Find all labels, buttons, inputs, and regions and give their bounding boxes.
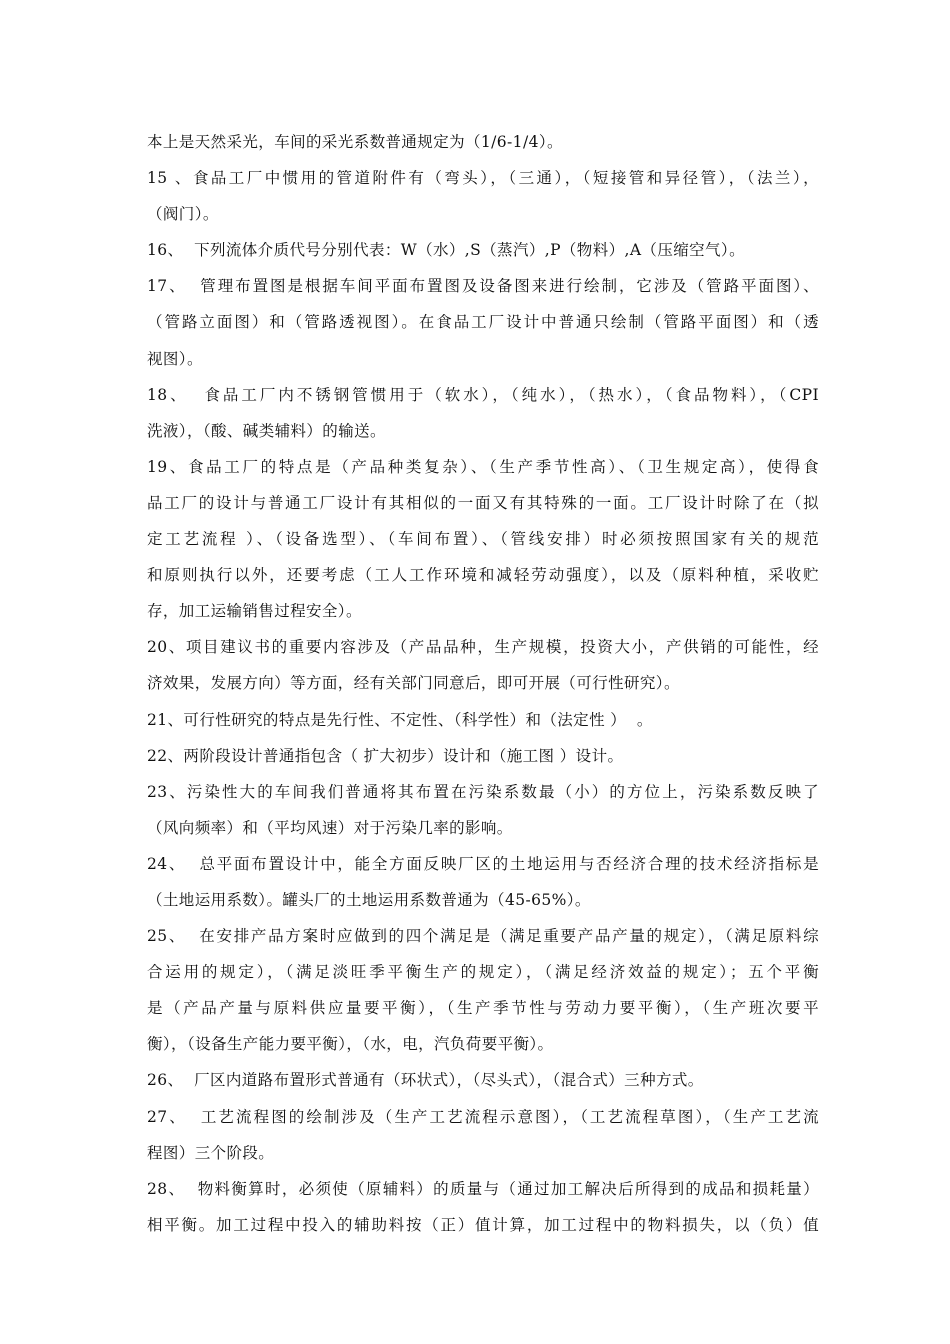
text-line: 相平衡。加工过程中投入的辅助料按（正）值计算，加工过程中的物料损失，以（负）值 [147, 1215, 819, 1234]
text-line: （土地运用系数）。罐头厂的土地运用系数普通为（45-65%）。 [147, 890, 591, 909]
text-line: 视图）。 [147, 349, 203, 368]
text-line: 24、 总平面布置设计中，能全方面反映厂区的土地运用与否经济合理的技术经济指标是 [147, 854, 819, 873]
text-line: 25、 在安排产品方案时应做到的四个满足是（满足重要产品产量的规定），（满足原料综 [147, 927, 819, 946]
text-line: 衡），（设备生产能力要平衡），（水，电，汽负荷要平衡）。 [147, 1035, 554, 1054]
text-line: 28、 物料衡算时，必须使（原辅料）的质量与（通过加工解决后所得到的成品和损耗量） [147, 1179, 819, 1198]
document-body [147, 124, 819, 1243]
text-line: 定工艺流程 ）、（设备选型）、（车间布置）、（管线安排）时必须按照国家有关的规范 [147, 530, 819, 549]
text-line: 存，加工运输销售过程安全）。 [147, 602, 362, 621]
text-line: 18、 食品工厂内不锈钢管惯用于（软水），（纯水），（热水），（食品物料），（CPI [147, 385, 819, 404]
text-line: 23、污染性大的车间我们普通将其布置在污染系数最（小）的方位上，污染系数反映了 [147, 782, 819, 801]
text-line: 和原则执行以外，还要考虑（工人工作环境和减轻劳动强度），以及（原料种植，采收贮 [147, 566, 819, 585]
text-line: 17、 管理布置图是根据车间平面布置图及设备图来进行绘制，它涉及（管路平面图）、 [147, 277, 819, 296]
text-line: （管路立面图）和（管路透视图）。在食品工厂设计中普通只绘制（管路平面图）和（透 [147, 313, 819, 332]
text-line: 程图）三个阶段。 [147, 1143, 275, 1162]
text-line: 20、项目建议书的重要内容涉及（产品品种，生产规模，投资大小，产供销的可能性，经 [147, 638, 819, 657]
text-line: 本上是天然采光，车间的采光系数普通规定为（1/6-1/4）。 [147, 133, 563, 151]
text-line: 是（产品产量与原料供应量要平衡），（生产季节性与劳动力要平衡），（生产班次要平 [147, 999, 819, 1018]
text-line: （阀门）。 [147, 205, 219, 224]
text-line: 品工厂的设计与普通工厂设计有其相似的一面又有其特殊的一面。工厂设计时除了在（拟 [147, 493, 819, 512]
text-line: 27、 工艺流程图的绘制涉及（生产工艺流程示意图），（工艺流程草图），（生产工艺流 [147, 1107, 819, 1126]
text-line: 洗液），（酸、碱类辅料）的输送。 [147, 421, 386, 440]
text-line: 合运用的规定），（满足淡旺季平衡生产的规定），（满足经济效益的规定）；五个平衡 [147, 963, 819, 982]
text-line: （风向频率）和（平均风速）对于污染几率的影响。 [147, 818, 513, 837]
text-line: 26、 厂区内道路布置形式普通有（环状式），（尽头式），（混合式）三种方式。 [147, 1071, 704, 1090]
text-line: 济效果，发展方向）等方面，经有关部门同意后，即可开展（可行性研究）。 [147, 674, 680, 693]
text-line: 16、 下列流体介质代号分别代表：W（水）,S（蒸汽）,P（物料）,A（压缩空气）。 [147, 241, 745, 260]
text-line: 21、可行性研究的特点是先行性、不定性、（科学性）和（法定性 ） 。 [147, 710, 653, 729]
text-line: 22、两阶段设计普通指包含（ 扩大初步）设计和（施工图 ）设计。 [147, 746, 624, 765]
text-line: 15 、食品工厂中惯用的管道附件有（弯头），（三通），（短接管和异径管），（法兰）， [147, 169, 819, 188]
text-line: 19、食品工厂的特点是（产品种类复杂）、（生产季节性高）、（卫生规定高），使得食 [147, 457, 819, 476]
